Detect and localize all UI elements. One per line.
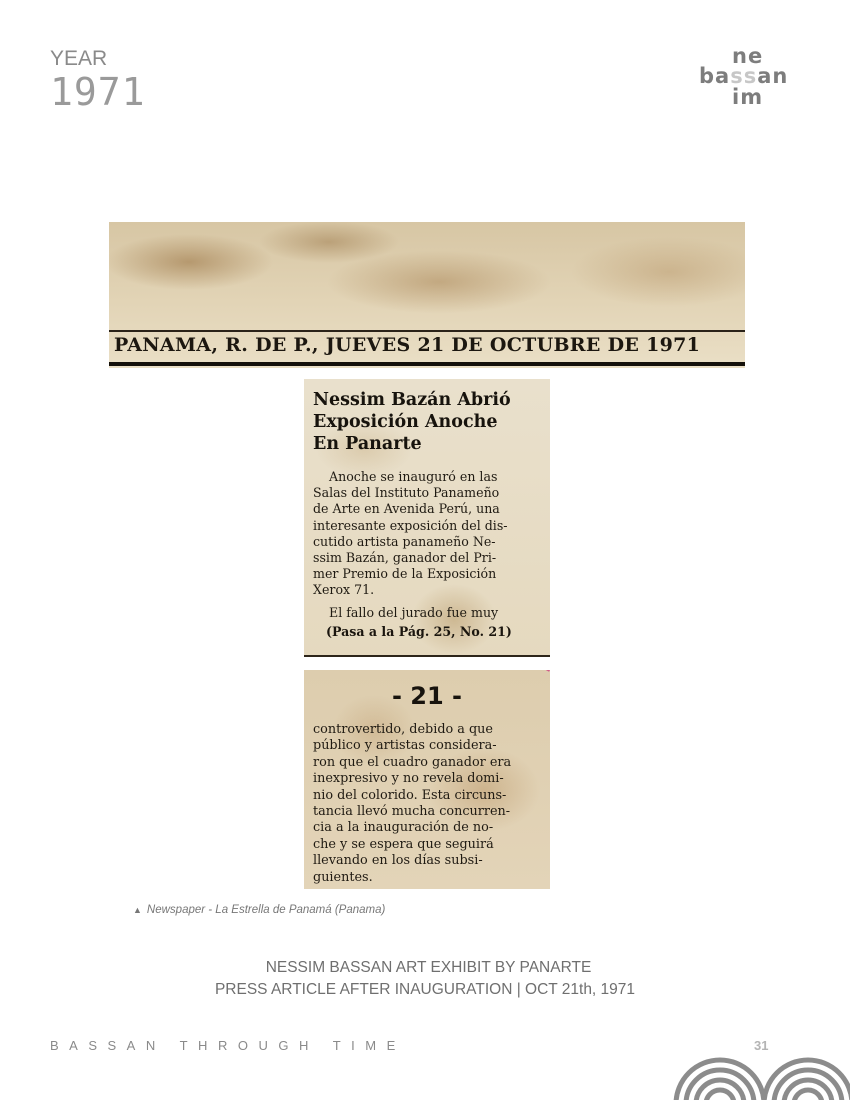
article-headline: [313, 389, 543, 455]
concentric-arcs-decoration: [672, 1052, 850, 1100]
masthead-rule-bottom: [109, 362, 745, 366]
page-title: NESSIM BASSAN ART EXHIBIT BY PANARTE: [265, 959, 592, 976]
article-headline-line: Exposición Anoche: [313, 412, 498, 432]
continued-on-page-note: (Pasa a la Pág. 25, No. 21): [326, 624, 512, 639]
continuation-line: llevando en los días subsi-: [313, 853, 483, 869]
article-body-line: cutido artista panameño Ne-: [313, 533, 496, 549]
continuation-body: [313, 722, 545, 886]
clipping-bottom-rule: [304, 655, 550, 657]
article-continuation-clipping: [304, 670, 550, 889]
corner-ink-mark: [524, 670, 550, 682]
article-body-line: Xerox 71.: [313, 582, 375, 598]
article-body-second-paragraph: [313, 605, 545, 621]
page-title-block: [0, 957, 850, 1001]
masthead-rule-top: [109, 330, 745, 332]
continuation-line: ron que el cuadro ganador era: [313, 754, 512, 770]
year-label: YEAR: [50, 47, 108, 70]
continuation-line: guientes.: [313, 869, 373, 885]
continuation-line: inexpresivo y no revela domi-: [313, 771, 504, 787]
article-clipping: [304, 379, 550, 657]
continuation-number: - 21 -: [391, 682, 463, 710]
image-caption: [133, 904, 385, 916]
continuation-line: nio del colorido. Esta circuns-: [313, 787, 507, 803]
logo-line-2-b: ss: [730, 64, 758, 88]
article-body-line: de Arte en Avenida Perú, una: [313, 501, 500, 517]
article-body-line: interesante exposición del dis-: [313, 517, 508, 533]
article-headline-line: En Panarte: [313, 434, 422, 454]
continuation-line: público y artistas considera-: [313, 738, 497, 754]
article-headline-line: Nessim Bazán Abrió: [313, 390, 511, 410]
masthead-date-line: PANAMA, R. DE P., JUEVES 21 DE OCTUBRE DE 1971: [114, 334, 701, 356]
article-body-line: Salas del Instituto Panameño: [313, 485, 500, 501]
caption-text: Newspaper - La Estrella de Panamá (Panama): [146, 904, 386, 916]
footer-label: BASSAN THROUGH TIME: [50, 1038, 406, 1053]
logo-line-2-c: an: [757, 64, 789, 88]
page-subtitle: PRESS ARTICLE AFTER INAUGURATION | OCT 21th, 1971: [214, 981, 636, 998]
triangle-up-icon: ▲: [133, 905, 142, 915]
logo-line-3: im: [732, 85, 764, 109]
logo-line-2: [699, 66, 788, 87]
year-value: 1971: [50, 70, 146, 114]
continuation-line: tancia llevó mucha concurren-: [313, 804, 511, 820]
article-body: [313, 469, 545, 599]
page-number: 31: [754, 1038, 769, 1053]
continuation-line: cia a la inauguración de no-: [313, 820, 494, 836]
article-body-line: ssim Bazán, ganador del Pri-: [313, 550, 497, 566]
continuation-line: che y se espera que seguirá: [313, 836, 494, 852]
logo-line-1: ne: [732, 44, 764, 68]
logo-line-2-a: ba: [699, 64, 731, 88]
continuation-line: controvertido, debido a que: [313, 722, 493, 737]
brand-logo: [697, 46, 807, 110]
article-body-line: mer Premio de la Exposición: [313, 566, 497, 582]
article-body-line: Anoche se inauguró en las: [329, 469, 498, 484]
newspaper-masthead-clipping: [109, 222, 745, 368]
article-body-line: El fallo del jurado fue muy: [329, 605, 499, 620]
